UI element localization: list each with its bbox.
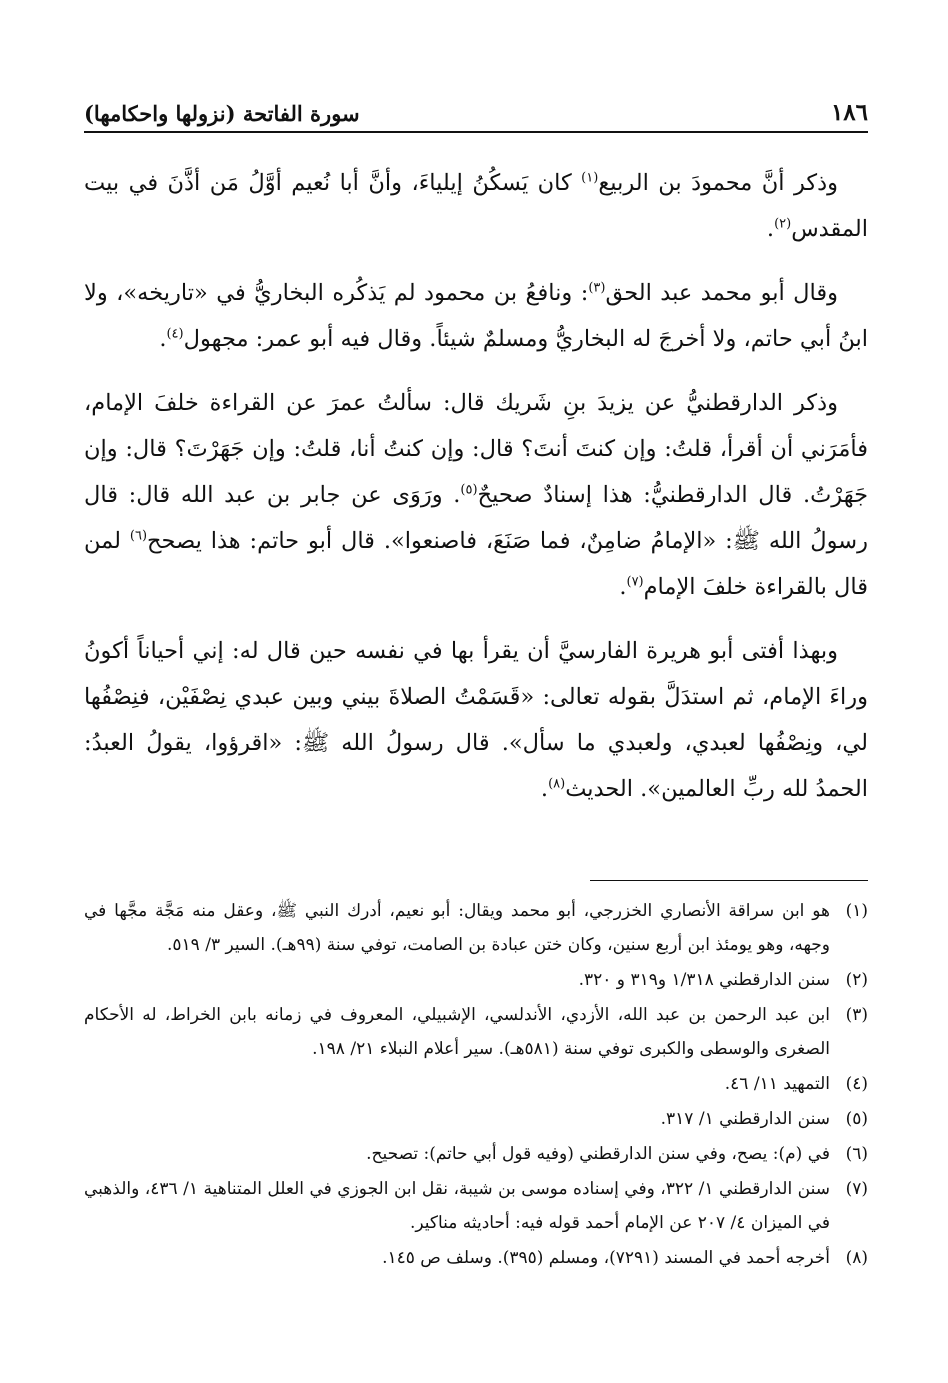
text-run: . [540,776,549,802]
footnote-text: سنن الدارقطني ١/ ٣٢٢، وفي إسناده موسى بن شيبة، نقل ابن الجوزي في العلل المتناهية ١/ ٤٣٦، والذهبي في الميزان ٤/ ٢٠٧ عن الإمام أحمد قوله فيه: أحاديثه مناكير. [84,1179,830,1233]
footnote-text: في (م): يصح، وفي سنن الدارقطني (وفيه قول أبي حاتم): تصحيح. [366,1144,830,1164]
paragraph [84,628,868,812]
text-run: وذكر الدارقطنيُّ عن يزيدَ بنِ شَريك قال: سألتُ عمرَ عن القراءة خلفَ الإمام، فأمَرَني أن أقرأ، قلتُ: وإن كنتَ أنتَ؟ قال: وإن كنتُ أنا، قلتُ: وإن جَهَرْتَ؟ قال: وإن جَهَرْتُ. قال الدارقطنيُّ: هذا إسنادٌ صحيحٌ [84,390,868,508]
footnote-number: (٢) [845,970,868,990]
footnote-item [84,998,868,1066]
footnote-item [84,963,868,997]
footnote-divider [590,880,868,881]
footnote-item [84,1102,868,1136]
text-run: وقال أبو محمد عبد الحق [605,280,839,306]
text-run: وبهذا أفتى أبو هريرة الفارسيَّ أن يقرأ بها في نفسه حين قال له: إني أحياناً أكونُ وراءَ الإمام، ثم استدَلَّ بقوله تعالى: «قَسَمْتُ الصلاةَ بيني وبين عبدي نِصْفَيْن، فنِصْفُها لي، ونِصْفُها لعبدي، ولعبدي ما سأل». قال رسولُ الله ﷺ: «اقرؤوا، يقولُ العبدُ: الحمدُ لله ربِّ العالمين». الحديث [84,638,868,802]
footnote-ref: (٣) [588,280,606,296]
paragraph [84,160,868,252]
footnote-ref: (١) [581,170,599,186]
footnote-ref: (٧) [626,574,644,590]
running-title: سورة الفاتحة (نزولها واحكامها) [84,101,360,126]
page-number: ١٨٦ [830,99,868,126]
footnote-ref: (٤) [166,326,184,342]
footnote-number: (٧) [845,1179,868,1199]
footnote-item [84,1241,868,1275]
footnote-ref: (٢) [774,216,792,232]
text-run: وذكر أنَّ محمودَ بن الربيع [598,170,838,196]
footnote-item [84,1137,868,1171]
footnote-ref: (٨) [548,776,566,792]
footnote-text: سنن الدارقطني ١/٣١٨ و٣١٩ و ٣٢٠. [578,970,830,990]
text-run: كان يَسكُنُ إيلياءَ، وأنَّ أبا نُعيم أوَّلُ مَن أذَّنَ في بيت المقدس [84,170,868,242]
footnote-text: ابن عبد الرحمن بن عبد الله، الأزدي، الأندلسي، الإشبيلي، المعروف في زمانه بابن الخراط، له الأحكام الصغرى والوسطى والكبرى توفي سنة (٥٨١هـ). سير أعلام النبلاء ٢١/ ١٩٨. [84,1005,830,1059]
text-run: . [619,574,627,600]
header-divider [84,131,868,133]
footnote-number: (٦) [845,1144,868,1164]
footnote-ref: (٦) [129,528,148,544]
footnote-ref: (٥) [460,482,478,498]
footnote-text: التمهيد ١١/ ٤٦. [724,1074,830,1094]
footnote-number: (٤) [845,1074,868,1094]
footnote-item [84,1067,868,1101]
footnote-number: (٣) [845,1005,868,1025]
footnote-text: أخرجه أحمد في المسند (٧٢٩١)، ومسلم (٣٩٥). وسلف ص ١٤٥. [382,1248,830,1268]
footnotes [84,894,868,1276]
footnote-item [84,1172,868,1240]
text-run: . [159,326,167,352]
main-text [84,160,868,830]
footnote-item [84,894,868,962]
footnote-number: (١) [845,901,868,921]
footnote-text: هو ابن سراقة الأنصاري الخزرجي، أبو محمد ويقال: أبو نعيم، أدرك النبي ﷺ، وعقل منه مَجَّة مجَّها في وجهه، وهو يومئذ ابن أربع سنين، وكان ختن عبادة بن الصامت، توفي سنة (٩٩هـ). السير ٣/ ٥١٩. [84,901,830,955]
text-run: لمن قال بالقراءة خلفَ الإمام [84,528,868,600]
page-header [84,92,868,126]
footnote-number: (٨) [845,1248,868,1268]
paragraph [84,270,868,362]
text-run: . ورَوَى عن جابر بن عبد الله قال: قال رسولُ الله ﷺ: «الإمامُ ضامِنٌ، فما صَنَعَ، فاصنعوا». قال أبو حاتم: هذا يصحح [84,482,868,554]
paragraph [84,380,868,610]
text-run: . [766,216,775,242]
footnote-text: سنن الدارقطني ١/ ٣١٧. [660,1109,830,1129]
footnote-number: (٥) [845,1109,868,1129]
text-run: : ونافعُ بن محمود لم يَذكُره البخاريُّ في «تاريخه»، ولا ابنُ أبي حاتم، ولا أخرجَ له البخاريُّ ومسلمٌ شيئاً. وقال فيه أبو عمر: مجهول [84,280,868,352]
